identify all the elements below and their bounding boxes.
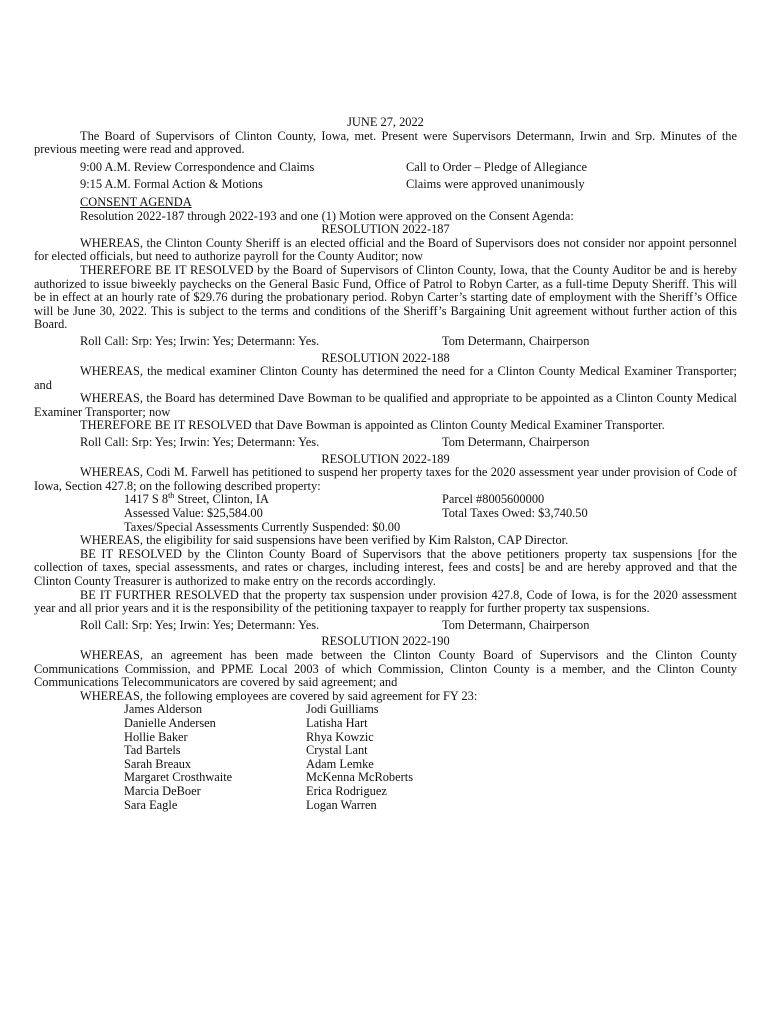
roll-call: Roll Call: Srp: Yes; Irwin: Yes; Determann: Yes. (80, 435, 320, 450)
employee-row (34, 758, 737, 772)
employee-row (34, 785, 737, 799)
resolution-paragraph: BE IT RESOLVED by the Clinton County Board of Supervisors that the above petitioners property tax suspensions [for the collection of taxes, special assessments, and rates or charges, including interest, fees and costs] be and are hereby approved and that the Clinton County Treasurer is authorized to make entry on the records accordingly. (34, 546, 737, 588)
chairperson: Tom Determann, Chairperson (442, 617, 590, 632)
schedule-note: Call to Order – Pledge of Allegiance (406, 159, 587, 174)
intro-paragraph: The Board of Supervisors of Clinton County, Iowa, met. Present were Supervisors Determann, Irwin and Srp. Minutes of the previous meeting were read and approved. (34, 128, 737, 157)
schedule-note: Claims were approved unanimously (406, 177, 585, 192)
resolution-paragraph: WHEREAS, the Board has determined Dave Bowman to be qualified and appropriate to be appointed as a Clinton County Medical Examiner Transporter; now (34, 391, 737, 419)
employee-name: Logan Warren (306, 797, 377, 812)
roll-call: Roll Call: Srp: Yes; Irwin: Yes; Determann: Yes. (80, 617, 320, 632)
resolution-paragraph: WHEREAS, Codi M. Farwell has petitioned to suspend her property taxes for the 2020 assessment year under provision of Code of Iowa, Section 427.8; on the following described property: (34, 465, 737, 493)
resolution-title: RESOLUTION 2022-190 (321, 634, 450, 649)
employee-row (34, 799, 737, 813)
parcel-number: Parcel #8005600000 (442, 492, 545, 507)
schedule-time-item: 9:00 A.M. Review Correspondence and Claims (80, 159, 315, 174)
minutes-document (34, 116, 737, 812)
employee-row (34, 717, 737, 731)
resolution-paragraph: WHEREAS, the eligibility for said suspensions have been verified by Kim Ralston, CAP Director. (80, 533, 569, 548)
resolution-paragraph: WHEREAS, an agreement has been made between the Clinton County Board of Supervisors and the Clinton County Communications Commission, and PPME Local 2003 of which Commission, Clinton County is a member, and the Clinton County Communications Telecommunicators are covered by said agreement; and (34, 647, 737, 690)
roll-call-row (34, 436, 737, 450)
employee-name: Tad Bartels (124, 743, 181, 758)
consent-agenda-intro: Resolution 2022-187 through 2022-193 and one (1) Motion were approved on the Consent Agenda: (80, 208, 574, 223)
suspended-taxes-text: Taxes/Special Assessments Currently Suspended: $0.00 (124, 519, 401, 534)
resolution-paragraph: THEREFORE BE IT RESOLVED by the Board of Supervisors of Clinton County, Iowa, that the County Auditor be and is hereby authorized to issue biweekly paychecks on the General Basic Fund, Office of Patrol to Robyn Carter, as a full-time Deputy Sheriff. This will be in effect at an hourly rate of $29.76 during the probationary period. Robyn Carter’s starting date of employment with the Sheriff’s Office will be June 30, 2022. This is subject to the terms and conditions of the Sheriff’s Bargaining Unit agreement without further action of this Board. (34, 262, 737, 332)
resolution-title: RESOLUTION 2022-187 (321, 222, 450, 237)
resolution-title: RESOLUTION 2022-188 (321, 350, 450, 365)
property-address (124, 493, 442, 507)
employee-name: Rhya Kowzic (306, 729, 374, 744)
employee-name: Sarah Breaux (124, 756, 192, 771)
employee-name: McKenna McRoberts (306, 770, 414, 785)
employee-name: Sara Eagle (124, 797, 178, 812)
address-suffix: th (168, 491, 175, 501)
employee-row (34, 703, 737, 717)
employee-row (34, 771, 737, 785)
consent-agenda-heading: CONSENT AGENDA (80, 194, 192, 209)
employee-name: Latisha Hart (306, 715, 368, 730)
schedule-row (34, 178, 737, 192)
resolution-title: RESOLUTION 2022-189 (321, 451, 450, 466)
roll-call: Roll Call: Srp: Yes; Irwin: Yes; Determann: Yes. (80, 333, 320, 348)
employee-name: Crystal Lant (306, 743, 368, 758)
total-taxes-owed: Total Taxes Owed: $3,740.50 (442, 506, 588, 521)
resolution-paragraph: WHEREAS, the following employees are covered by said agreement for FY 23: (80, 688, 478, 703)
property-row (34, 493, 737, 507)
schedule-row (34, 161, 737, 175)
suspended-taxes (34, 521, 737, 535)
resolution-paragraph: WHEREAS, the Clinton County Sheriff is an elected official and the Board of Supervisors does not consider nor appoint personnel for elected officials, but need to authorize payroll for the County Auditor; now (34, 235, 737, 264)
schedule-time-item: 9:15 A.M. Formal Action & Motions (80, 177, 263, 192)
employee-row (34, 744, 737, 758)
address-street: Street, Clinton, IA (174, 492, 269, 507)
employee-name: Erica Rodriguez (306, 783, 387, 798)
employee-name: Margaret Crosthwaite (124, 770, 233, 785)
chairperson: Tom Determann, Chairperson (442, 435, 590, 450)
chairperson: Tom Determann, Chairperson (442, 333, 590, 348)
roll-call-row (34, 619, 737, 633)
property-row (34, 507, 737, 521)
employee-name: James Alderson (124, 702, 203, 717)
employee-name: Jodi Guilliams (306, 702, 379, 717)
employee-name: Adam Lemke (306, 756, 374, 771)
resolution-paragraph: BE IT FURTHER RESOLVED that the property tax suspension under provision 427.8, Code of Iowa, is for the 2020 assessment year and all prior years and it is the responsibility of the petitioning taxpayer to reapply for further property tax suspensions. (34, 587, 737, 616)
employee-name: Danielle Andersen (124, 715, 216, 730)
roll-call-row (34, 335, 737, 349)
employee-name: Marcia DeBoer (124, 783, 201, 798)
employee-row (34, 731, 737, 745)
meeting-date: JUNE 27, 2022 (347, 115, 424, 129)
employee-list (34, 703, 737, 812)
resolution-paragraph: WHEREAS, the medical examiner Clinton County has determined the need for a Clinton County Medical Examiner Transporter; and (34, 364, 737, 392)
resolution-paragraph: THEREFORE BE IT RESOLVED that Dave Bowman is appointed as Clinton County Medical Examiner Transporter. (80, 418, 665, 433)
employee-name: Hollie Baker (124, 729, 188, 744)
assessed-value: Assessed Value: $25,584.00 (124, 506, 263, 521)
address-number: 1417 S 8 (124, 492, 169, 507)
